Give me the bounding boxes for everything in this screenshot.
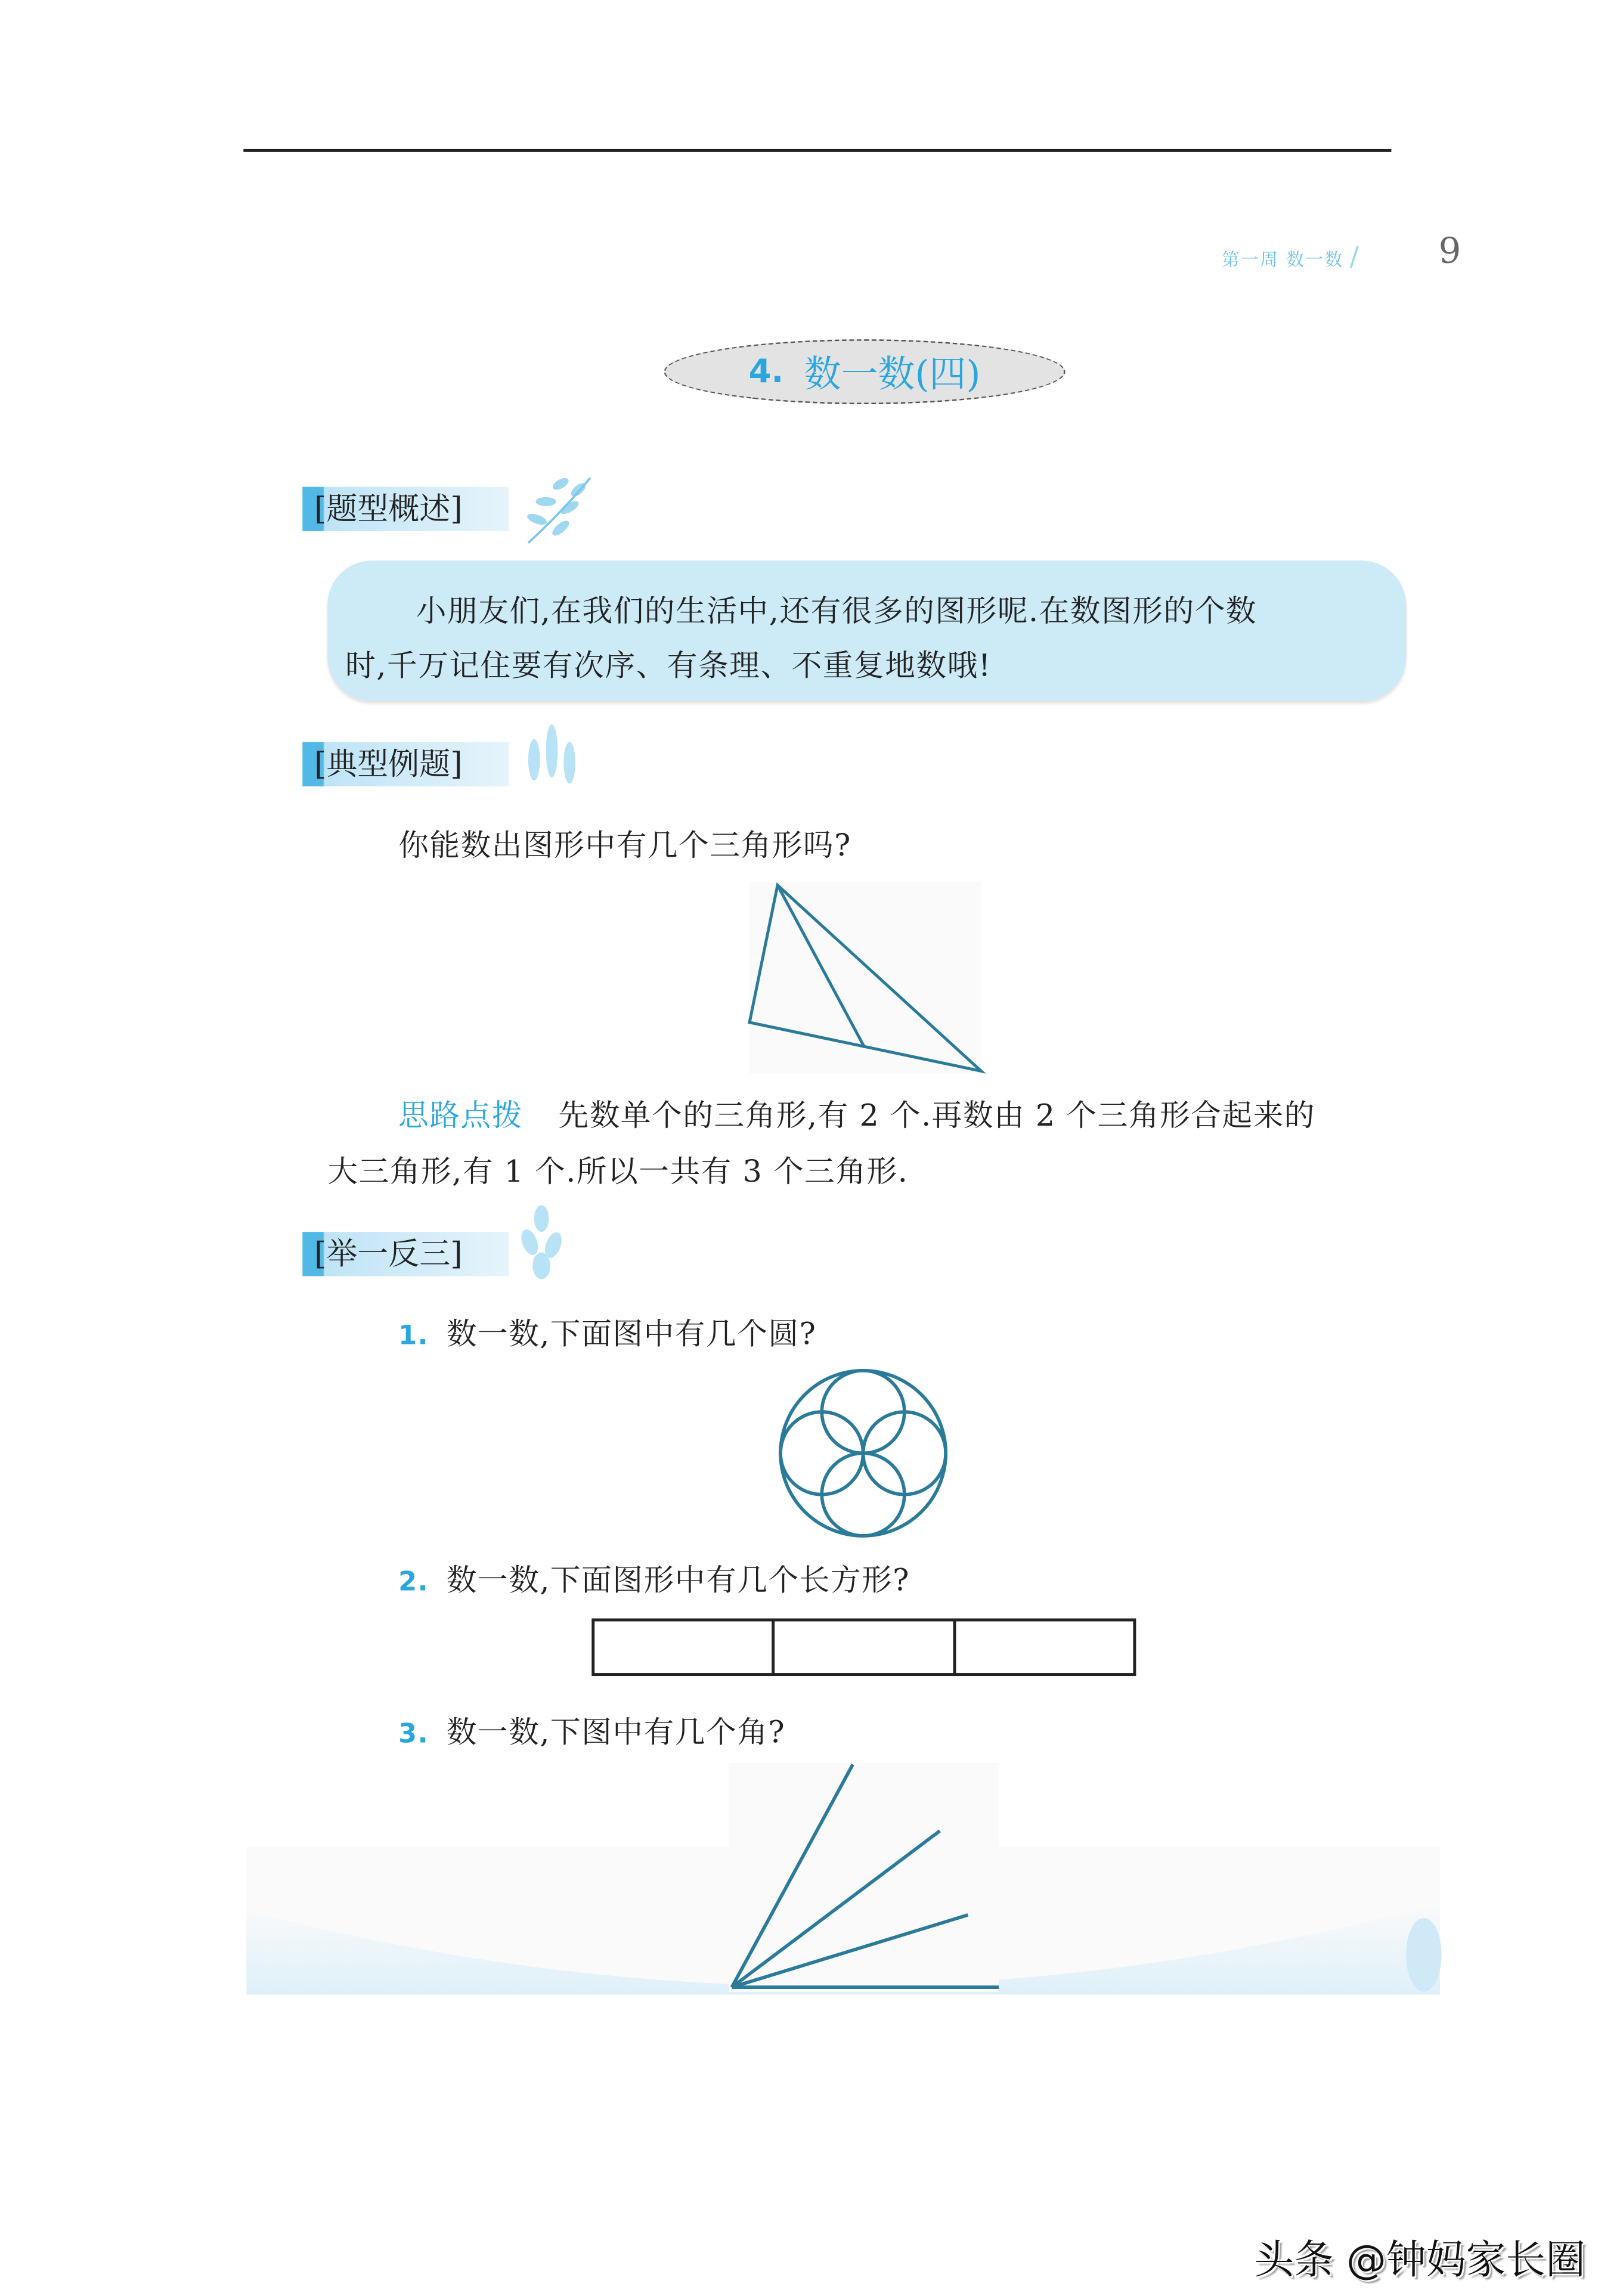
leaf-decoration-icon xyxy=(516,469,597,550)
lesson-title-text: 数一数(四) xyxy=(804,352,981,396)
angles-figure xyxy=(243,1756,1446,1999)
item-text: 数一数,下图中有几个角? xyxy=(446,1714,786,1750)
practice-item-1 xyxy=(398,1309,816,1353)
page-number: 9 xyxy=(1438,230,1461,272)
hint-label: 思路点拨 xyxy=(398,1098,523,1133)
section-label-example: [典型例题] xyxy=(302,742,509,786)
running-head xyxy=(1222,242,1360,273)
item-number: 3. xyxy=(398,1718,429,1750)
example-question: 你能数出图形中有几个三角形吗? xyxy=(398,828,851,863)
practice-item-2 xyxy=(398,1555,910,1599)
triangle-figure xyxy=(738,878,996,1084)
item-text: 数一数,下面图形中有几个长方形? xyxy=(446,1562,910,1598)
practice-item-3 xyxy=(398,1707,785,1751)
hint-line-1 xyxy=(398,1090,1315,1135)
leaf-decoration-icon xyxy=(509,1198,575,1286)
overview-line-1: 小朋友们,在我们的生活中,还有很多的图形呢.在数图形的个数 xyxy=(416,593,1257,629)
hint-line-2: 大三角形,有 1 个.所以一共有 3 个三角形. xyxy=(327,1154,909,1189)
item-number: 2. xyxy=(398,1566,429,1598)
section-label-overview: [题型概述] xyxy=(302,487,509,531)
lesson-number: 4. xyxy=(748,353,784,391)
section-label-practice: [举一反三] xyxy=(302,1232,509,1276)
watermark: 头条 @钟妈家长圈 xyxy=(1254,2238,1586,2284)
running-head-text: 第一周 数一数 xyxy=(1221,249,1344,270)
wheat-decoration-icon xyxy=(516,715,590,804)
lesson-title xyxy=(664,339,1066,404)
circles-figure xyxy=(775,1365,952,1542)
item-text: 数一数,下面图中有几个圆? xyxy=(446,1316,817,1352)
hint-text-1: 先数单个的三角形,有 2 个.再数由 2 个三角形合起来的 xyxy=(558,1098,1316,1133)
overview-box xyxy=(327,560,1406,701)
top-rule xyxy=(243,149,1391,151)
slash-divider: / xyxy=(1349,241,1361,273)
rectangles-figure xyxy=(590,1617,1139,1679)
item-number: 1. xyxy=(398,1320,429,1352)
overview-line-2: 时,千万记住要有次序、有条理、不重复地数哦! xyxy=(345,647,992,683)
